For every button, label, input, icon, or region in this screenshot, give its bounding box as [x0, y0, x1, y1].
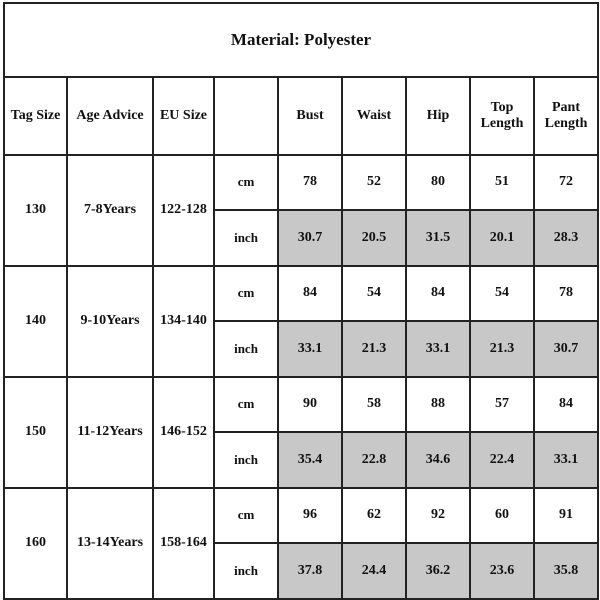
top-length-inch-cell: 20.1 [470, 210, 534, 266]
age-advice-cell: 9-10Years [67, 266, 153, 377]
pant-length-cm-cell: 91 [534, 488, 598, 543]
pant-length-cm-cell: 78 [534, 266, 598, 321]
eu-size-cell: 134-140 [153, 266, 214, 377]
waist-cm-cell: 62 [342, 488, 406, 543]
header-pant-length-line1: Pant [552, 99, 580, 115]
unit-inch-cell: inch [214, 432, 278, 488]
pant-length-inch-cell: 28.3 [534, 210, 598, 266]
bust-cm-cell: 90 [278, 377, 342, 432]
header-age-advice: Age Advice [67, 77, 153, 155]
unit-cm-cell: cm [214, 266, 278, 321]
header-hip: Hip [406, 77, 470, 155]
bust-cm-cell: 84 [278, 266, 342, 321]
eu-size-cell: 158-164 [153, 488, 214, 599]
unit-cm-cell: cm [214, 377, 278, 432]
tag-size-cell: 150 [4, 377, 67, 488]
eu-size-cell: 146-152 [153, 377, 214, 488]
hip-cm-cell: 88 [406, 377, 470, 432]
bust-cm-cell: 96 [278, 488, 342, 543]
header-top-length-line2: Length [480, 116, 524, 131]
age-advice-cell: 7-8Years [67, 155, 153, 266]
hip-cm-cell: 80 [406, 155, 470, 210]
unit-inch-cell: inch [214, 210, 278, 266]
unit-cm-cell: cm [214, 488, 278, 543]
top-length-cm-cell: 51 [470, 155, 534, 210]
header-top-length [470, 77, 534, 155]
bust-inch-cell: 30.7 [278, 210, 342, 266]
table-row [4, 155, 598, 210]
bust-inch-cell: 35.4 [278, 432, 342, 488]
pant-length-inch-cell: 30.7 [534, 321, 598, 377]
top-length-inch-cell: 22.4 [470, 432, 534, 488]
hip-inch-cell: 31.5 [406, 210, 470, 266]
header-pant-length [534, 77, 598, 155]
table-row [4, 488, 598, 543]
age-advice-cell: 13-14Years [67, 488, 153, 599]
header-row [4, 77, 598, 155]
header-unit [214, 77, 278, 155]
hip-cm-cell: 92 [406, 488, 470, 543]
table-title: Material: Polyester [4, 3, 598, 77]
waist-inch-cell: 24.4 [342, 543, 406, 599]
bust-inch-cell: 33.1 [278, 321, 342, 377]
age-advice-cell: 11-12Years [67, 377, 153, 488]
waist-cm-cell: 52 [342, 155, 406, 210]
header-pant-length-line2: Length [544, 116, 588, 131]
bust-inch-cell: 37.8 [278, 543, 342, 599]
eu-size-cell: 122-128 [153, 155, 214, 266]
waist-inch-cell: 21.3 [342, 321, 406, 377]
top-length-cm-cell: 60 [470, 488, 534, 543]
waist-inch-cell: 20.5 [342, 210, 406, 266]
size-table [3, 2, 599, 600]
pant-length-inch-cell: 33.1 [534, 432, 598, 488]
unit-inch-cell: inch [214, 321, 278, 377]
bust-cm-cell: 78 [278, 155, 342, 210]
hip-cm-cell: 84 [406, 266, 470, 321]
table-row [4, 377, 598, 432]
waist-cm-cell: 58 [342, 377, 406, 432]
hip-inch-cell: 33.1 [406, 321, 470, 377]
waist-inch-cell: 22.8 [342, 432, 406, 488]
pant-length-cm-cell: 84 [534, 377, 598, 432]
header-waist: Waist [342, 77, 406, 155]
top-length-cm-cell: 57 [470, 377, 534, 432]
top-length-cm-cell: 54 [470, 266, 534, 321]
header-top-length-line1: Top [490, 99, 514, 115]
header-bust: Bust [278, 77, 342, 155]
pant-length-inch-cell: 35.8 [534, 543, 598, 599]
unit-cm-cell: cm [214, 155, 278, 210]
pant-length-cm-cell: 72 [534, 155, 598, 210]
waist-cm-cell: 54 [342, 266, 406, 321]
top-length-inch-cell: 21.3 [470, 321, 534, 377]
unit-inch-cell: inch [214, 543, 278, 599]
tag-size-cell: 160 [4, 488, 67, 599]
tag-size-cell: 140 [4, 266, 67, 377]
hip-inch-cell: 34.6 [406, 432, 470, 488]
tag-size-cell: 130 [4, 155, 67, 266]
header-eu-size: EU Size [153, 77, 214, 155]
title-row [4, 3, 598, 77]
table-row [4, 266, 598, 321]
top-length-inch-cell: 23.6 [470, 543, 534, 599]
size-body [4, 155, 598, 599]
header-tag-size: Tag Size [4, 77, 67, 155]
hip-inch-cell: 36.2 [406, 543, 470, 599]
